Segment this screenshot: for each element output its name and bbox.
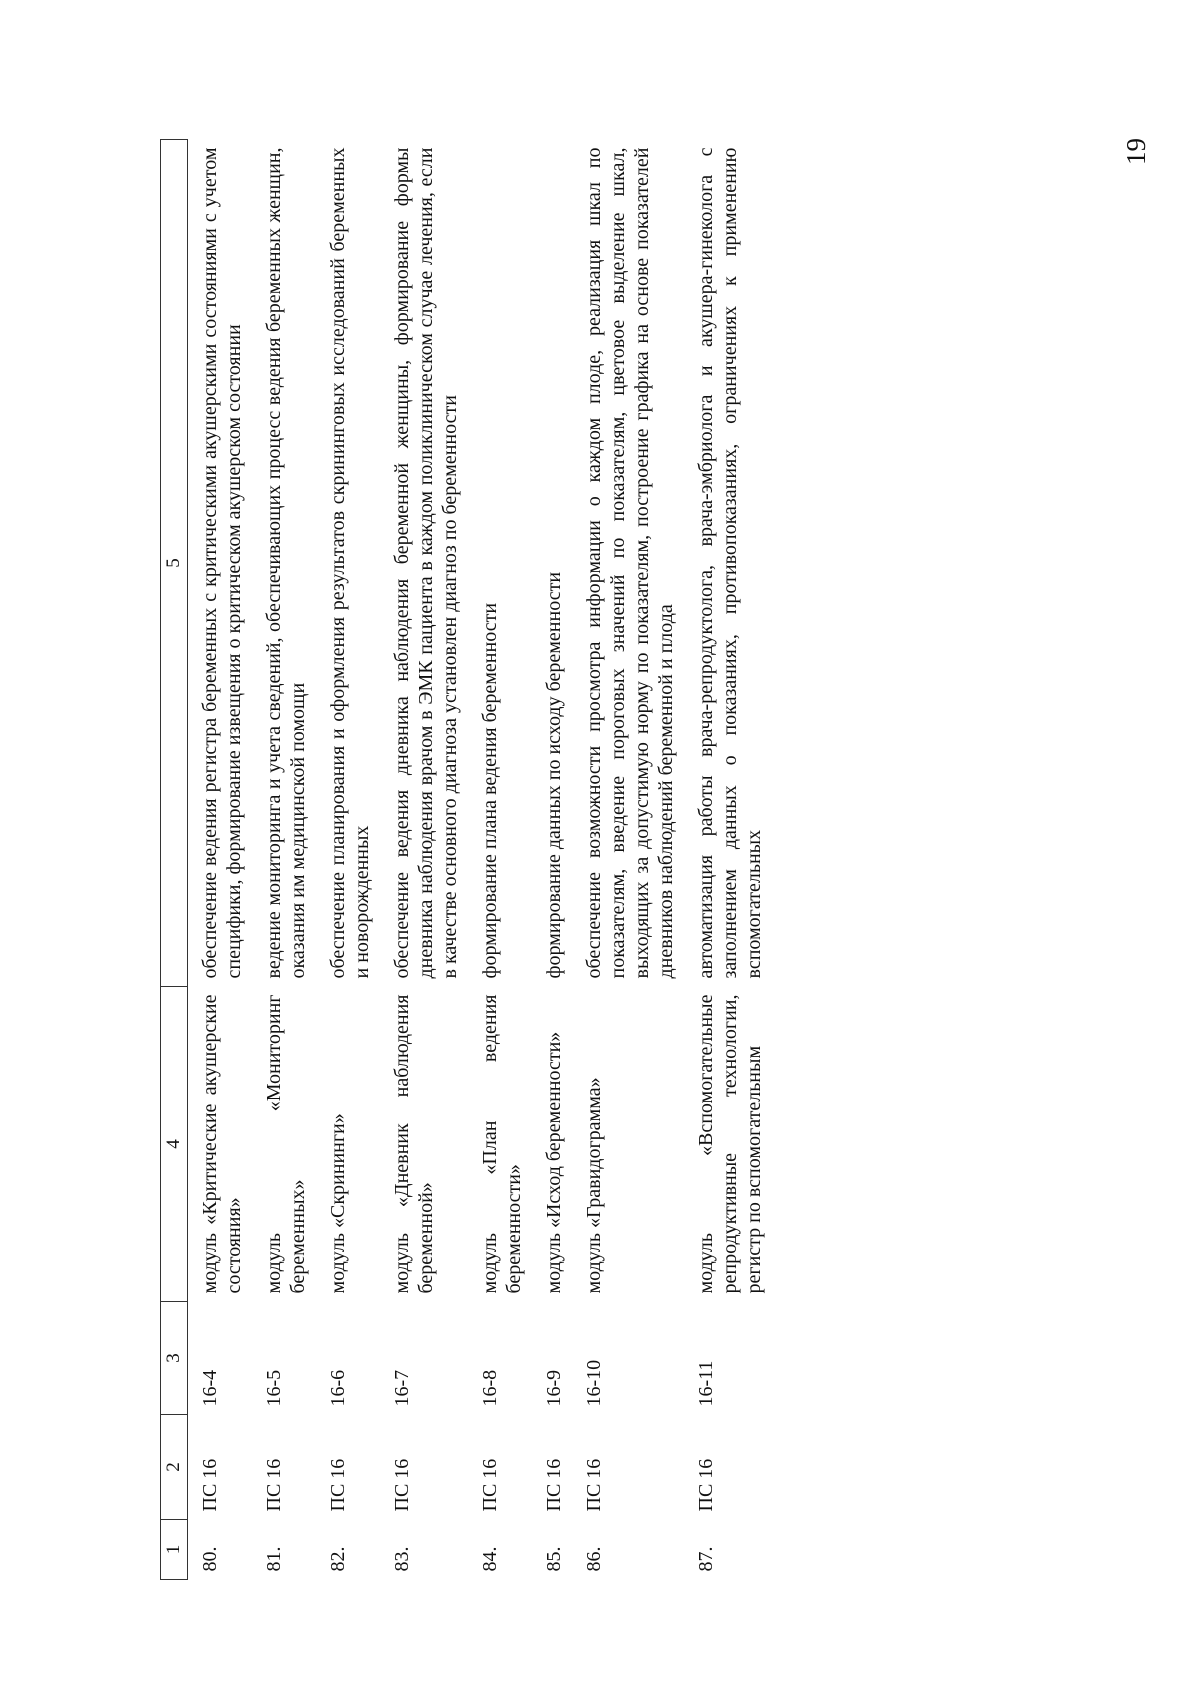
- row-code: 16-4: [199, 1369, 221, 1407]
- row-ps: ПС 16: [583, 1458, 605, 1512]
- row-code: 16-9: [543, 1369, 565, 1407]
- row-number: 81.: [263, 1546, 285, 1572]
- page-number: 19: [1121, 138, 1151, 165]
- header-col-1: 1: [161, 1520, 188, 1580]
- row-module: модуль «Мониторинг беременных»: [263, 994, 309, 1294]
- row-ps: ПС 16: [543, 1458, 565, 1512]
- row-description: формирование данных по исходу беременности: [543, 571, 565, 979]
- row-description: обеспечение возможности просмотра информации о каждом плоде, реализация шкал по показателям, введение пороговых значений по показателям, цветовое выделение шкал, выходящих за допустимую норму по показателям, построение графика на основе показателей дневников наблюдений беременной и плода: [583, 147, 677, 979]
- header-col-5: 5: [161, 140, 188, 987]
- rotated-page: [160, 138, 1151, 1580]
- row-description: ведение мониторинга и учета сведений, обеспечивающих процесс ведения беременных женщин, оказания им медицинской помощи: [263, 147, 309, 979]
- row-module: модуль «Критические акушерские состояния»: [199, 994, 245, 1294]
- table-row: [316, 140, 380, 1580]
- row-description: автоматизация работы врача-репродуктолога, врача-эмбриолога и акушера-гинеколога с заполнением данных о показаниях, противопоказаниях, ограничениях к применению вспомогательных: [695, 147, 765, 979]
- row-ps: ПС 16: [695, 1458, 717, 1512]
- row-number: 83.: [391, 1546, 413, 1572]
- row-code: 16-5: [263, 1369, 285, 1407]
- row-description: обеспечение ведения дневника наблюдения беременной женщины, формирование формы дневника наблюдения врачом в ЭМК пациента в каждом поликлиническом случае лечения, если в качестве основного диагноза установлен диагноз по беременности: [391, 147, 461, 979]
- row-ps: ПС 16: [263, 1458, 285, 1512]
- row-description: обеспечение планирования и оформления результатов скрининговых исследований беременных и новорожденных: [327, 147, 373, 979]
- requirements-table: [160, 139, 772, 1580]
- row-number: 82.: [327, 1546, 349, 1572]
- row-number: 85.: [543, 1546, 565, 1572]
- table-row: [252, 140, 316, 1580]
- table-row: [380, 140, 468, 1580]
- row-module: модуль «Исход беременности»: [543, 1031, 565, 1294]
- row-code: 16-10: [583, 1359, 605, 1407]
- row-ps: ПС 16: [391, 1458, 413, 1512]
- row-description: обеспечение ведения регистра беременных с критическими акушерскими состояниями с учетом специфики, формирование извещения о критическом акушерском состоянии: [199, 147, 245, 979]
- row-module: модуль «План ведения беременности»: [479, 994, 525, 1294]
- table-row: [188, 140, 253, 1580]
- row-code: 16-7: [391, 1369, 413, 1407]
- row-ps: ПС 16: [327, 1458, 349, 1512]
- row-ps: ПС 16: [199, 1458, 221, 1512]
- table-row: [468, 140, 532, 1580]
- row-description: формирование плана ведения беременности: [479, 602, 501, 979]
- header-col-3: 3: [161, 1302, 188, 1415]
- row-module: модуль «Дневник наблюдения беременной»: [391, 994, 437, 1294]
- row-module: модуль «Гравидограмма»: [583, 1077, 605, 1294]
- header-col-2: 2: [161, 1415, 188, 1520]
- row-number: 87.: [695, 1546, 717, 1572]
- row-number: 86.: [583, 1546, 605, 1572]
- table-header-row: [161, 140, 188, 1580]
- table-row: [684, 140, 772, 1580]
- header-col-4: 4: [161, 987, 188, 1302]
- row-module: модуль «Вспомогательные репродуктивные технологии, регистр по вспомогательным: [695, 994, 765, 1294]
- table-row: [572, 140, 684, 1580]
- row-number: 84.: [479, 1546, 501, 1572]
- row-ps: ПС 16: [479, 1458, 501, 1512]
- table-row: [532, 140, 572, 1580]
- row-code: 16-11: [695, 1360, 717, 1407]
- row-code: 16-6: [327, 1369, 349, 1407]
- row-module: модуль «Скрининги»: [327, 1113, 349, 1294]
- row-number: 80.: [199, 1546, 221, 1572]
- row-code: 16-8: [479, 1369, 501, 1407]
